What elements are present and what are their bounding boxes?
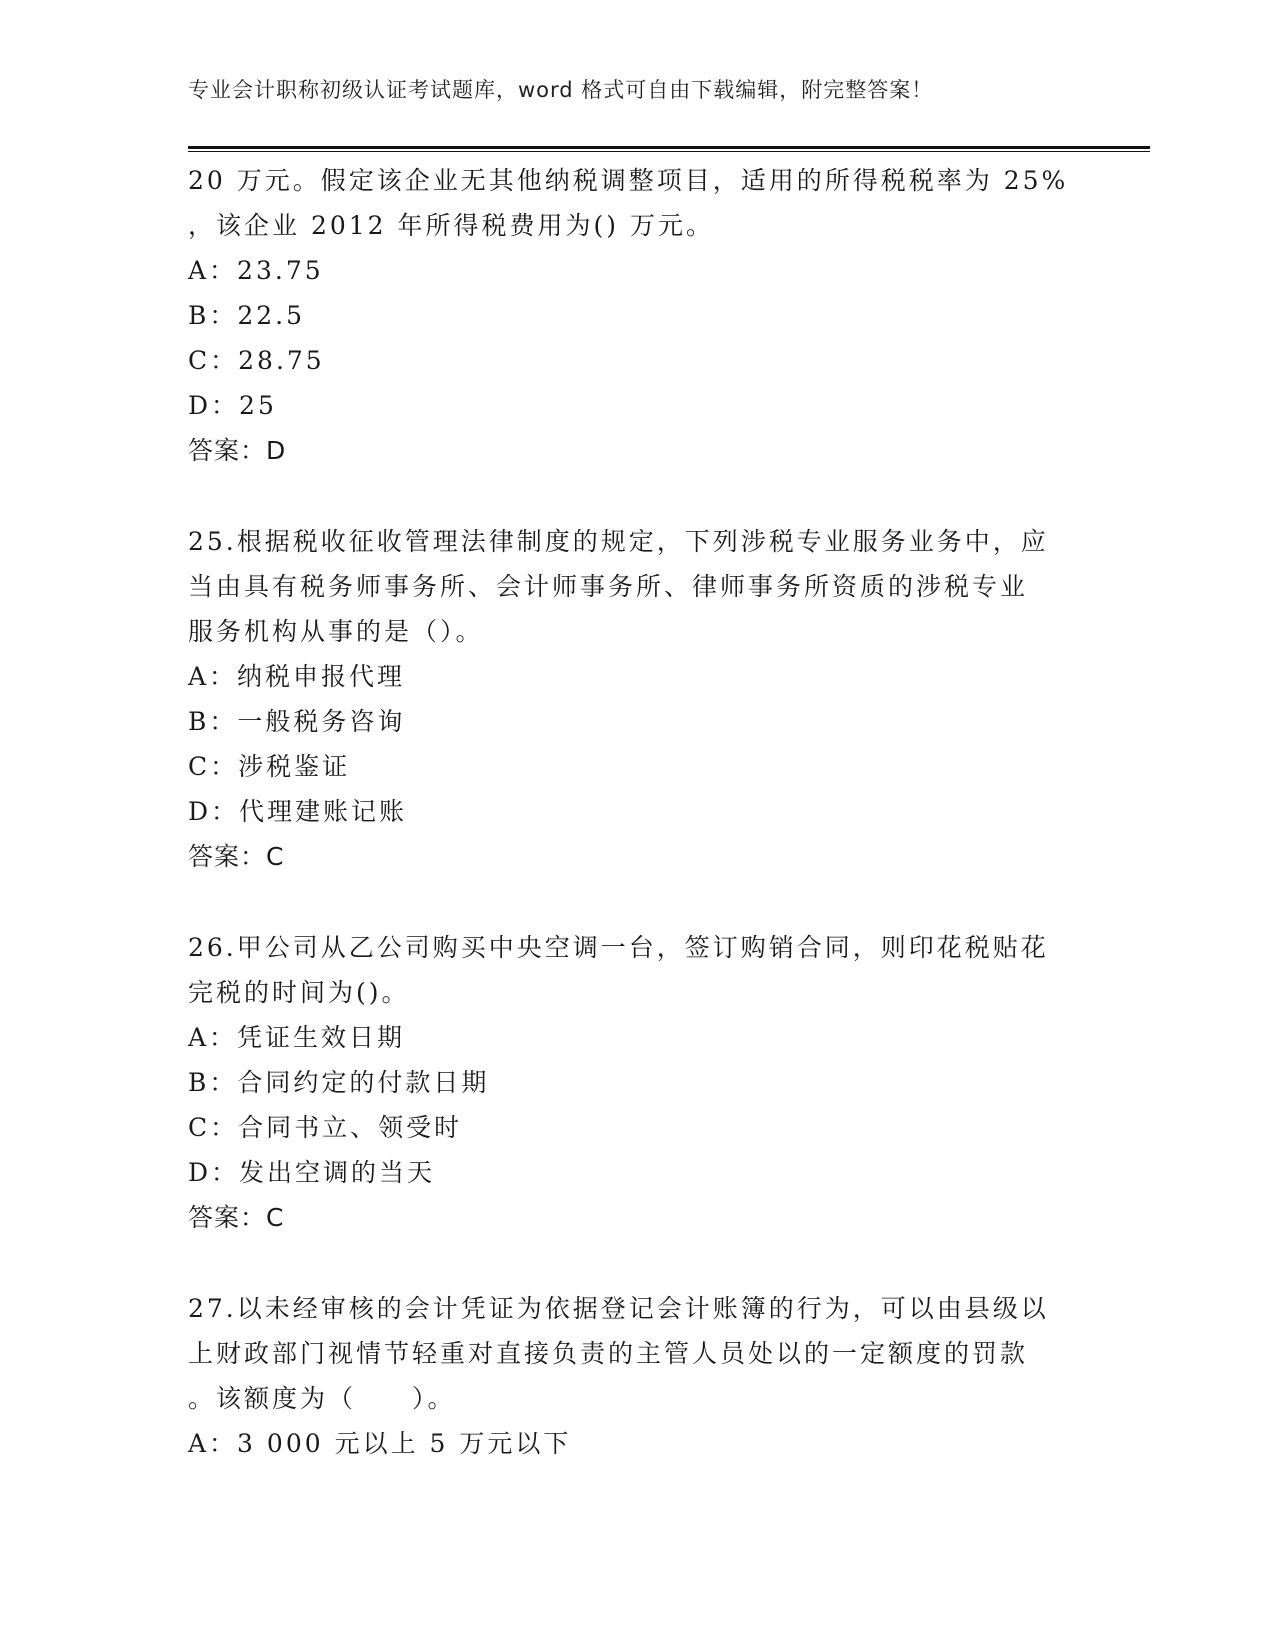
question-block (188, 1286, 1088, 1466)
question-gap (188, 473, 1088, 519)
page-header: 专业会计职称初级认证考试题库，word 格式可自由下载编辑，附完整答案！ (188, 78, 934, 102)
option-d: D：代理建账记账 (188, 797, 408, 826)
answer-line: 答案：C (188, 842, 285, 871)
question-stem-line: 上财政部门视情节轻重对直接负责的主管人员处以的一定额度的罚款 (188, 1339, 1029, 1368)
option-b: B：合同约定的付款日期 (188, 1068, 490, 1097)
question-gap (188, 1240, 1088, 1286)
question-block (188, 519, 1088, 879)
question-content (188, 158, 1088, 1466)
question-stem-line: 26.甲公司从乙公司购买中央空调一台，签订购销合同，则印花税贴花 (188, 933, 1049, 962)
option-a: A：3 000 元以上 5 万元以下 (188, 1429, 572, 1458)
question-stem-line: 27.以未经审核的会计凭证为依据登记会计账簿的行为，可以由县级以 (188, 1294, 1049, 1323)
question-stem-line: 当由具有税务师事务所、会计师事务所、律师事务所资质的涉税专业 (188, 572, 1029, 601)
option-a: A：23.75 (188, 256, 324, 285)
option-c: C：合同书立、领受时 (188, 1113, 463, 1142)
option-d: D：25 (188, 391, 277, 420)
question-stem-line: 25.根据税收征收管理法律制度的规定，下列涉税专业服务业务中，应 (188, 527, 1049, 556)
question-stem-line: 20 万元。假定该企业无其他纳税调整项目，适用的所得税税率为 25% (188, 166, 1069, 195)
question-gap (188, 879, 1088, 925)
option-a: A：凭证生效日期 (188, 1023, 406, 1052)
question-stem-line: ，该企业 2012 年所得税费用为() 万元。 (188, 211, 714, 240)
question-block (188, 158, 1088, 473)
question-stem-line: 服务机构从事的是（）。 (188, 617, 484, 646)
answer-line: 答案：D (188, 436, 287, 465)
header-rule-thick (188, 146, 1150, 149)
option-a: A：纳税申报代理 (188, 662, 406, 691)
option-c: C：涉税鉴证 (188, 752, 351, 781)
option-c: C：28.75 (188, 346, 325, 375)
option-d: D：发出空调的当天 (188, 1158, 436, 1187)
option-b: B：22.5 (188, 301, 306, 330)
header-rule-thin (188, 151, 1150, 152)
option-b: B：一般税务咨询 (188, 707, 406, 736)
answer-line: 答案：C (188, 1203, 285, 1232)
question-stem-line: 。该额度为（ ）。 (188, 1384, 456, 1413)
question-stem-line: 完税的时间为()。 (188, 978, 410, 1007)
question-block (188, 925, 1088, 1240)
